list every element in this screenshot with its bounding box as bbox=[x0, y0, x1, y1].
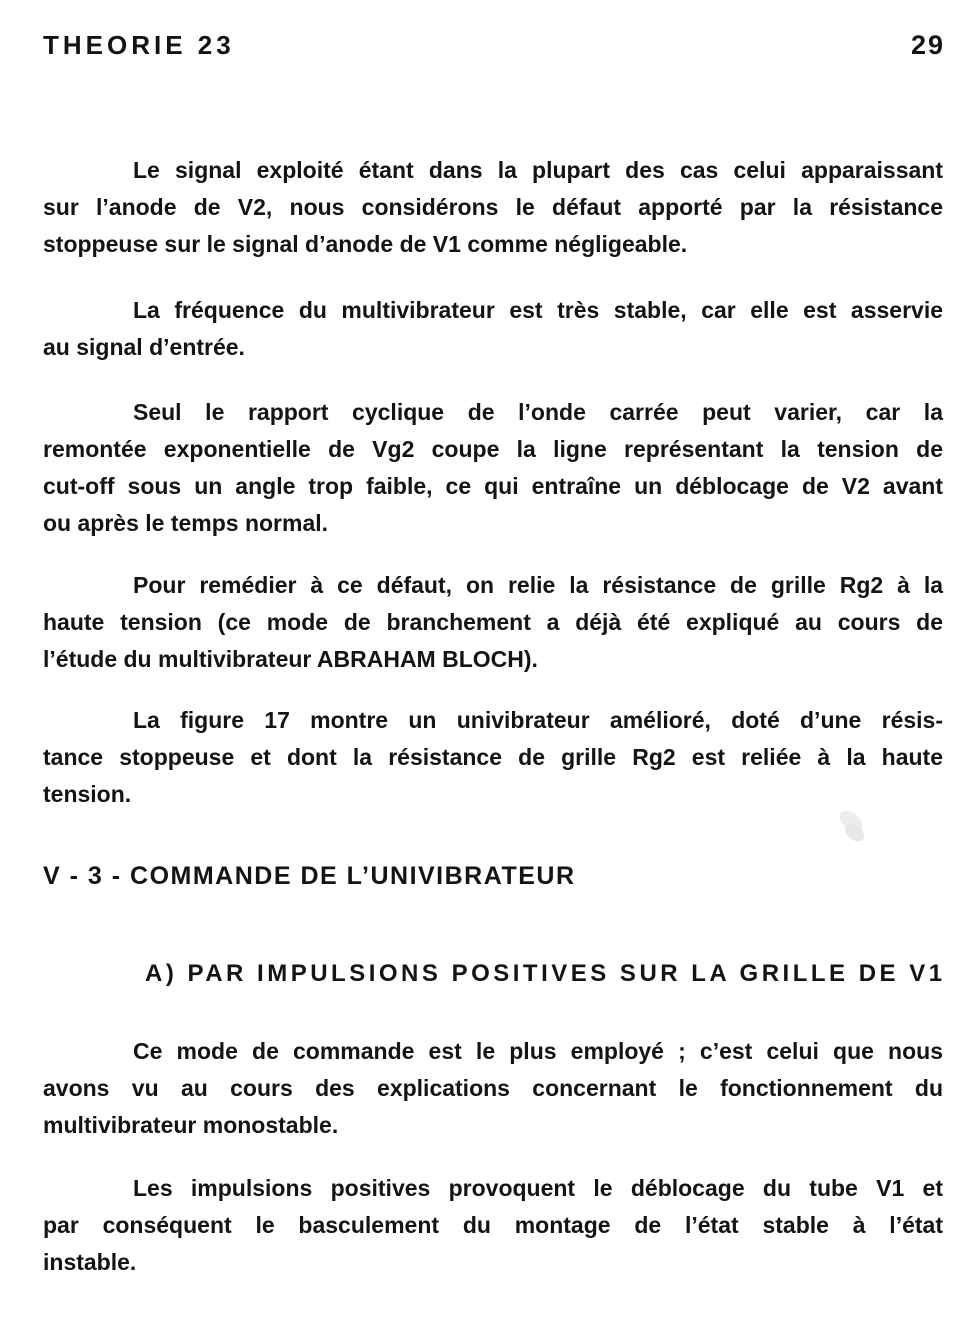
text-line: Le signal exploité étant dans la plupart des cas celui apparaissant bbox=[133, 157, 943, 183]
subsection-heading: A) PAR IMPULSIONS POSITIVES SUR LA GRILLE DE V1 bbox=[145, 960, 946, 987]
paragraph bbox=[43, 394, 943, 542]
paragraph bbox=[43, 292, 943, 366]
text-line: l’étude du multivibrateur ABRAHAM BLOCH). bbox=[43, 646, 538, 672]
document-body bbox=[43, 152, 946, 1281]
text-line: par conséquent le basculement du montage de l’état stable à l’état bbox=[43, 1212, 943, 1238]
text-line: cut-off sous un angle trop faible, ce qui entraîne un déblocage de V2 avant bbox=[43, 473, 943, 499]
text-line: Les impulsions positives provoquent le déblocage du tube V1 et bbox=[133, 1175, 943, 1201]
text-line: Ce mode de commande est le plus employé ; c’est celui que nous bbox=[133, 1038, 943, 1064]
paragraph bbox=[43, 1170, 943, 1281]
text-line: remontée exponentielle de Vg2 coupe la ligne représentant la tension de bbox=[43, 436, 943, 462]
running-header bbox=[43, 30, 945, 60]
text-line: sur l’anode de V2, nous considérons le défaut apporté par la résistance bbox=[43, 194, 943, 220]
paragraph bbox=[43, 567, 943, 678]
text-line: Pour remédier à ce défaut, on relie la résistance de grille Rg2 à la bbox=[133, 572, 943, 598]
paragraph bbox=[43, 1033, 943, 1144]
paragraph bbox=[43, 152, 943, 263]
text-line: La figure 17 montre un univibrateur amélioré, doté d’une résis- bbox=[133, 707, 943, 733]
text-line: stoppeuse sur le signal d’anode de V1 comme négligeable. bbox=[43, 231, 688, 257]
section-heading: V - 3 - COMMANDE DE L’UNIVIBRATEUR bbox=[43, 862, 576, 890]
text-line: instable. bbox=[43, 1249, 137, 1275]
text-line: avons vu au cours des explications concernant le fonctionnement du bbox=[43, 1075, 943, 1101]
text-line: ou après le temps normal. bbox=[43, 510, 329, 536]
text-line: multivibrateur monostable. bbox=[43, 1112, 339, 1138]
text-line: tension. bbox=[43, 781, 132, 807]
text-line: au signal d’entrée. bbox=[43, 334, 245, 360]
text-line: haute tension (ce mode de branchement a déjà été expliqué au cours de bbox=[43, 609, 943, 635]
text-line: La fréquence du multivibrateur est très stable, car elle est asservie bbox=[133, 297, 943, 323]
header-section-title: THEORIE 23 bbox=[43, 30, 235, 60]
text-line: tance stoppeuse et dont la résistance de grille Rg2 est reliée à la haute bbox=[43, 744, 943, 770]
paragraph bbox=[43, 702, 943, 813]
text-line: Seul le rapport cyclique de l’onde carrée peut varier, car la bbox=[133, 399, 943, 425]
page-number: 29 bbox=[910, 30, 945, 60]
